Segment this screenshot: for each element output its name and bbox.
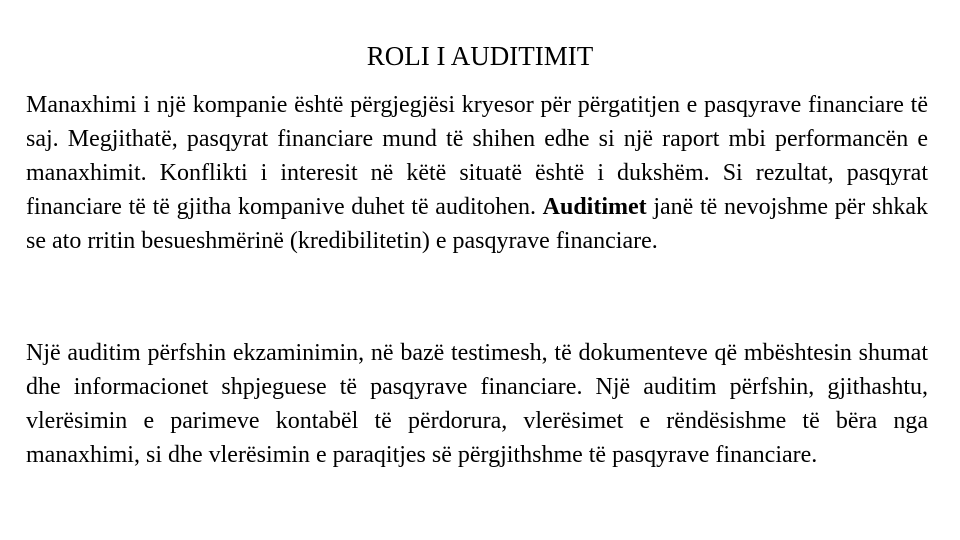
paragraph-2: Një auditim përfshin ekzaminimin, në bazë testimesh, të dokumenteve që mbështesin shumat dhe informacionet shpjeguese të pasqyrave financiare. Një auditim përfshin, gjithashtu, vlerësimin e parimeve kontabël të përdorura, vlerësimet e rëndësishme të bëra nga manaxhimi, si dhe vlerësimin e paraqitjes së përgjithshme të pasqyrave financiare. — [26, 340, 928, 468]
paragraph-1-text-end: janë të nevojshme për shkak se ato rritin besueshmërinë (kredibilitetin) e pasqyrave financiare. — [26, 194, 928, 254]
paragraph-1-bold-term: Auditimet — [542, 194, 647, 220]
paragraph-1 — [26, 88, 928, 258]
slide-title: ROLI I AUDITIMIT — [366, 41, 594, 71]
paragraph-1-text-start: Manaxhimi i një kompanie është përgjegjësi kryesor për përgatitjen e pasqyrave financiare të saj. Megjithatë, pasqyrat financiare mund të shihen edhe si një raport mbi performancën e manaxhimit. Konflikti i interesit në këtë situatë është i dukshëm. Si rezultat, pasqyrat financiare të të gjitha kompanive duhet të auditohen. — [26, 92, 928, 220]
